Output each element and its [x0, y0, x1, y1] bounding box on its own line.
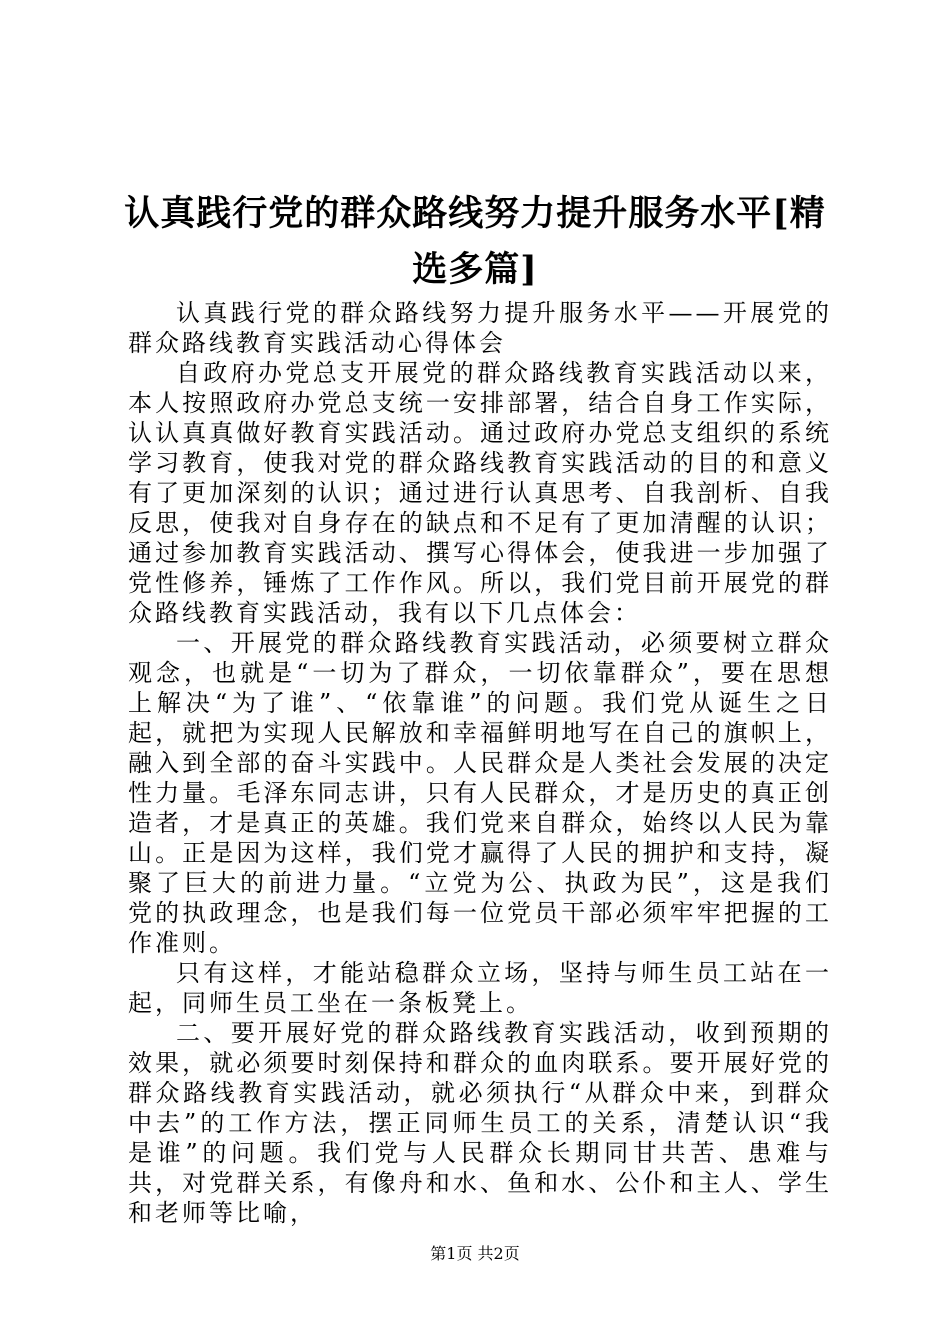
document-body	[128, 298, 832, 1228]
paragraph-point-two: 二、要开展好党的群众路线教育实践活动，收到预期的效果，就必须要时刻保持和群众的血肉联系。要开展好党的群众路线教育实践活动，就必须执行“从群众中来，到群众中去”的工作方法，摆正同师生员工的关系，清楚认识“我是谁”的问题。我们党与人民群众长期同甘共苦、患难与共，对党群关系，有像舟和水、鱼和水、公仆和主人、学生和老师等比喻，	[128, 1019, 832, 1227]
paragraph-subtitle: 认真践行党的群众路线努力提升服务水平——开展党的群众路线教育实践活动心得体会	[128, 299, 832, 357]
paragraph-intro: 自政府办党总支开展党的群众路线教育实践活动以来，本人按照政府办党总支统一安排部署，结合自身工作实际，认认真真做好教育实践活动。通过政府办党总支组织的系统学习教育，使我对党的群众路线教育实践活动的目的和意义有了更加深刻的认识；通过进行认真思考、自我剖析、自我反思，使我对自身存在的缺点和不足有了更加清醒的认识；通过参加教育实践活动、撰写心得体会，使我进一步加强了党性修养，锤炼了工作作风。所以，我们党目前开展党的群众路线教育实践活动，我有以下几点体会：	[128, 359, 832, 627]
document-title: 认真践行党的群众路线努力提升服务水平[精选多篇]	[124, 193, 826, 290]
paragraph-stance: 只有这样，才能站稳群众立场，坚持与师生员工站在一起，同师生员工坐在一条板凳上。	[128, 959, 832, 1017]
paragraph-point-one: 一、开展党的群众路线教育实践活动，必须要树立群众观念，也就是“一切为了群众，一切依靠群众”，要在思想上解决“为了谁”、“依靠谁”的问题。我们党从诞生之日起，就把为实现人民解放和幸福鲜明地写在自己的旗帜上，融入到全部的奋斗实践中。人民群众是人类社会发展的决定性力量。毛泽东同志讲，只有人民群众，才是历史的真正创造者，才是真正的英雄。我们党来自群众，始终以人民为靠山。正是因为这样，我们党才赢得了人民的拥护和支持，凝聚了巨大的前进力量。“立党为公、执政为民”，这是我们党的执政理念，也是我们每一位党员干部必须牢牢把握的工作准则。	[128, 629, 832, 957]
page-footer: 第1页 共2页	[430, 1244, 520, 1263]
